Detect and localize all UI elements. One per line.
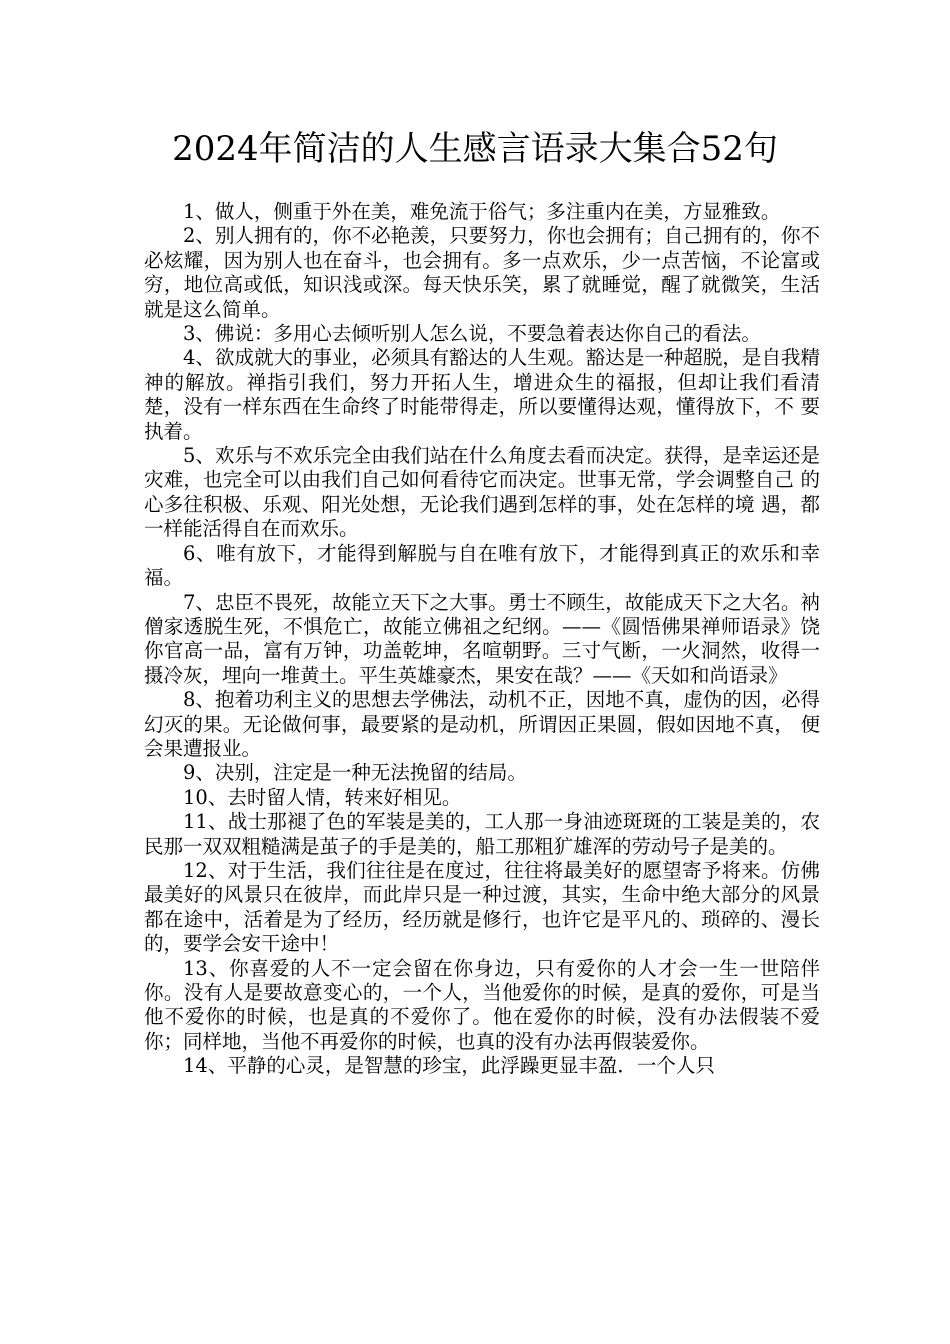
paragraph-11: 11、战士那褪了色的军装是美的，工人那一身油迹斑斑的工装是美的，农民那一双双粗糙满是茧子的手是美的，船工那粗犷雄浑的劳动号子是美的。 — [144, 810, 820, 858]
paragraph-8: 8、抱着功利主义的思想去学佛法，动机不正，因地不真，虚伪的因，必得 幻灭的果。无论做何事，最要紧的是动机，所谓因正果圆，假如因地不真， 便会果遭报业。 — [144, 688, 820, 760]
paragraph-6: 6、唯有放下，才能得到解脱与自在唯有放下，才能得到真正的欢乐和幸福。 — [144, 541, 820, 590]
paragraph-2: 2、别人拥有的，你不必艳羡，只要努力，你也会拥有；自己拥有的，你不必炫耀，因为别人也在奋斗，也会拥有。多一点欢乐，少一点苦恼，不论富或穷，地位高或低，知识浅或深。每天快乐笑，累了就睡觉，醒了就微笑，生活就是这么简单。 — [144, 224, 820, 321]
paragraph-12: 12、对于生活，我们往往是在度过，往往将最美好的愿望寄予将来。仿佛最美好的风景只在彼岸，而此岸只是一种过渡，其实，生命中绝大部分的风景都在途中，活着是为了经历，经历就是修行，也许它是平凡的、琐碎的、漫长的，要学会安干途中！ — [144, 858, 820, 956]
paragraph-10: 10、去时留人情，转来好相见。 — [183, 785, 462, 809]
paragraph-14: 14、平静的心灵，是智慧的珍宝，此浮躁更显丰盈．一个人只 — [183, 1054, 715, 1078]
paragraph-1: 1、做人，侧重于外在美，难免流于俗气；多注重内在美，方显雅致。 — [183, 200, 781, 223]
paragraph-5: 5、欢乐与不欢乐完全由我们站在什么角度去看而决定。获得，是幸运还是 灾难，也完全可以由我们自己如何看待它而决定。世事无常，学会调整自己 的心多往积极、乐观、阳光处想，无论我们遇到怎样的事，处在怎样的境 遇，都一样能活得自在而欢乐。 — [144, 444, 820, 541]
paragraph-7: 7、忠臣不畏死，故能立天下之大事。勇士不顾生，故能成天下之大名。衲僧家透脱生死，不惧危亡，故能立佛祖之纪纲。——《圆悟佛果禅师语录》饶你官高一品，富有万钟，功盖乾坤，名喧朝野。三寸气断，一火洞然，收得一摄冷灰，埋向一堆黄土。平生英雄豪杰，果安在哉？——《天如和尚语录》 — [144, 590, 820, 687]
document-body — [144, 200, 820, 1079]
paragraph-4: 4、欲成就大的事业，必须具有豁达的人生观。豁达是一种超脱，是自我精 神的解放。禅指引我们，努力开拓人生，增进众生的福报，但却让我们看清 楚，没有一样东西在生命终了时能带得走，所以要懂得达观，懂得放下，不 要执着。 — [144, 346, 820, 443]
paragraph-9: 9、决别，注定是一种无法挽留的结局。 — [183, 761, 527, 785]
document-title: 2024年简洁的人生感言语录大集合52句 — [172, 129, 778, 169]
paragraph-13: 13、你喜爱的人不一定会留在你身边，只有爱你的人才会一生一世陪伴你。没有人是要故意变心的，一个人，当他爱你的时候，是真的爱你，可是当他不爱你的时候，也是真的不爱你了。他在爱你的时候，没有办法假装不爱你；同样地，当他不再爱你的时候，也真的没有办法再假装爱你。 — [144, 956, 820, 1053]
paragraph-3: 3、佛说：多用心去倾听别人怎么说，不要急着表达你自己的看法。 — [183, 322, 761, 346]
